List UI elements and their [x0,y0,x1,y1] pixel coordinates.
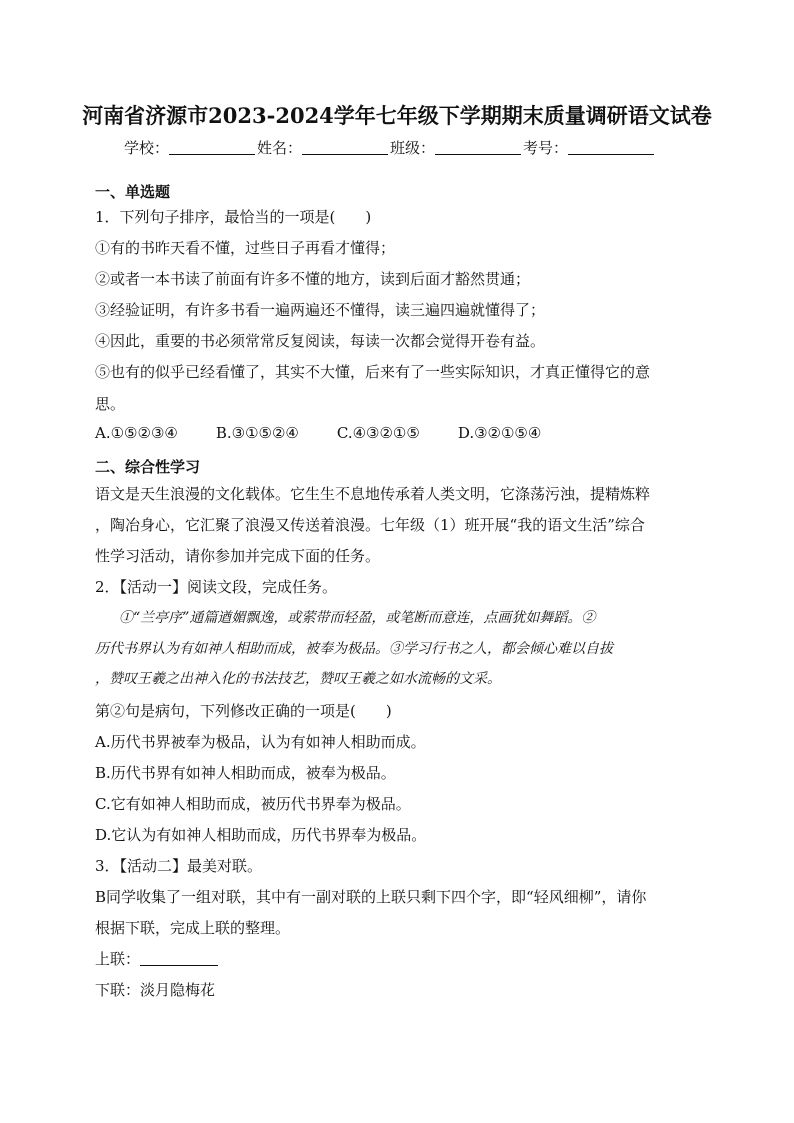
q1-sentence-5a: ⑤也有的似乎已经看懂了，其实不大懂，后来有了一些实际知识，才真正懂得它的意 [95,363,651,381]
section2-heading: 二、综合性学习 [95,458,201,476]
q3-lower-couplet: 下联：淡月隐梅花 [95,981,216,999]
section2-intro-2: ，陶冶身心，它汇聚了浪漫又传送着浪漫。七年级（1）班开展“我的语文生活”综合 [95,516,645,534]
q3-desc-2: 根据下联，完成上联的整理。 [95,919,291,937]
q2-passage-1: ①“兰亭序”通篇遒媚飘逸，或萦带而轻盈，或笔断而意连，点画犹如舞蹈。② [119,610,596,626]
q2-passage-2: 历代书界认为有如神人相助而成，被奉为极品。③学习行书之人，都会倾心难以自拔 [95,641,613,657]
number-blank[interactable] [568,140,654,155]
number-label: 考号： [523,139,569,157]
q3-upper-label: 上联： [95,950,141,968]
q2-passage-3: ，赞叹王羲之出神入化的书法技艺，赞叹王羲之如水流畅的文采。 [95,671,501,687]
section2-intro-1: 语文是天生浪漫的文化载体。它生生不息地传承着人类文明，它涤荡污浊，提精炼粹 [95,485,651,503]
q1-options [95,424,579,442]
q1-option-a[interactable]: A.①⑤②③④ [95,424,178,442]
school-label: 学校： [124,139,170,157]
q2-option-c[interactable]: C.它有如神人相助而成，被历代书界奉为极品。 [95,795,411,813]
q2-option-a[interactable]: A.历代书界被奉为极品，认为有如神人相助而成。 [95,733,426,751]
name-label: 姓名： [257,139,303,157]
name-blank[interactable] [302,140,388,155]
q1-option-d[interactable]: D.③②①⑤④ [457,424,542,442]
q2-option-b[interactable]: B.历代书界有如神人相助而成，被奉为极品。 [95,764,396,782]
q3-upper-blank[interactable] [140,951,218,966]
q2-option-d[interactable]: D.它认为有如神人相助而成，历代书界奉为极品。 [95,826,427,844]
exam-title: 河南省济源市2023-2024学年七年级下学期期末质量调研语文试卷 [82,103,712,128]
school-blank[interactable] [169,140,255,155]
q1-stem: 1．下列句子排序，最恰当的一项是( ) [95,208,372,226]
section2-intro-3: 性学习活动，请你参加并完成下面的任务。 [95,547,381,565]
q3-stem: 3．【活动二】最美对联。 [95,857,263,875]
section1-heading: 一、单选题 [95,183,171,201]
q3-desc-1: B同学收集了一组对联，其中有一副对联的上联只剩下四个字，即“轻风细柳”，请你 [95,888,647,906]
q2-stem: 2．【活动一】阅读文段，完成任务。 [95,578,338,596]
q1-option-c[interactable]: C.④③②①⑤ [336,424,420,442]
student-info-line [124,137,656,158]
q1-sentence-1: ①有的书昨天看不懂，过些日子再看才懂得； [95,239,396,257]
q2-question: 第②句是病句，下列修改正确的一项是( ) [95,702,392,720]
class-blank[interactable] [435,140,521,155]
q1-sentence-2: ②或者一本书读了前面有许多不懂的地方，读到后面才豁然贯通； [95,270,531,288]
q1-sentence-5b: 思。 [95,395,126,413]
q1-sentence-3: ③经验证明，有许多书看一遍两遍还不懂得，读三遍四遍就懂得了； [95,301,546,319]
class-label: 班级： [390,139,436,157]
q3-upper-couplet [95,948,218,969]
q1-sentence-4: ④因此，重要的书必须常常反复阅读，每读一次都会觉得开卷有益。 [95,332,546,350]
q1-option-b[interactable]: B.③①⑤②④ [215,424,299,442]
